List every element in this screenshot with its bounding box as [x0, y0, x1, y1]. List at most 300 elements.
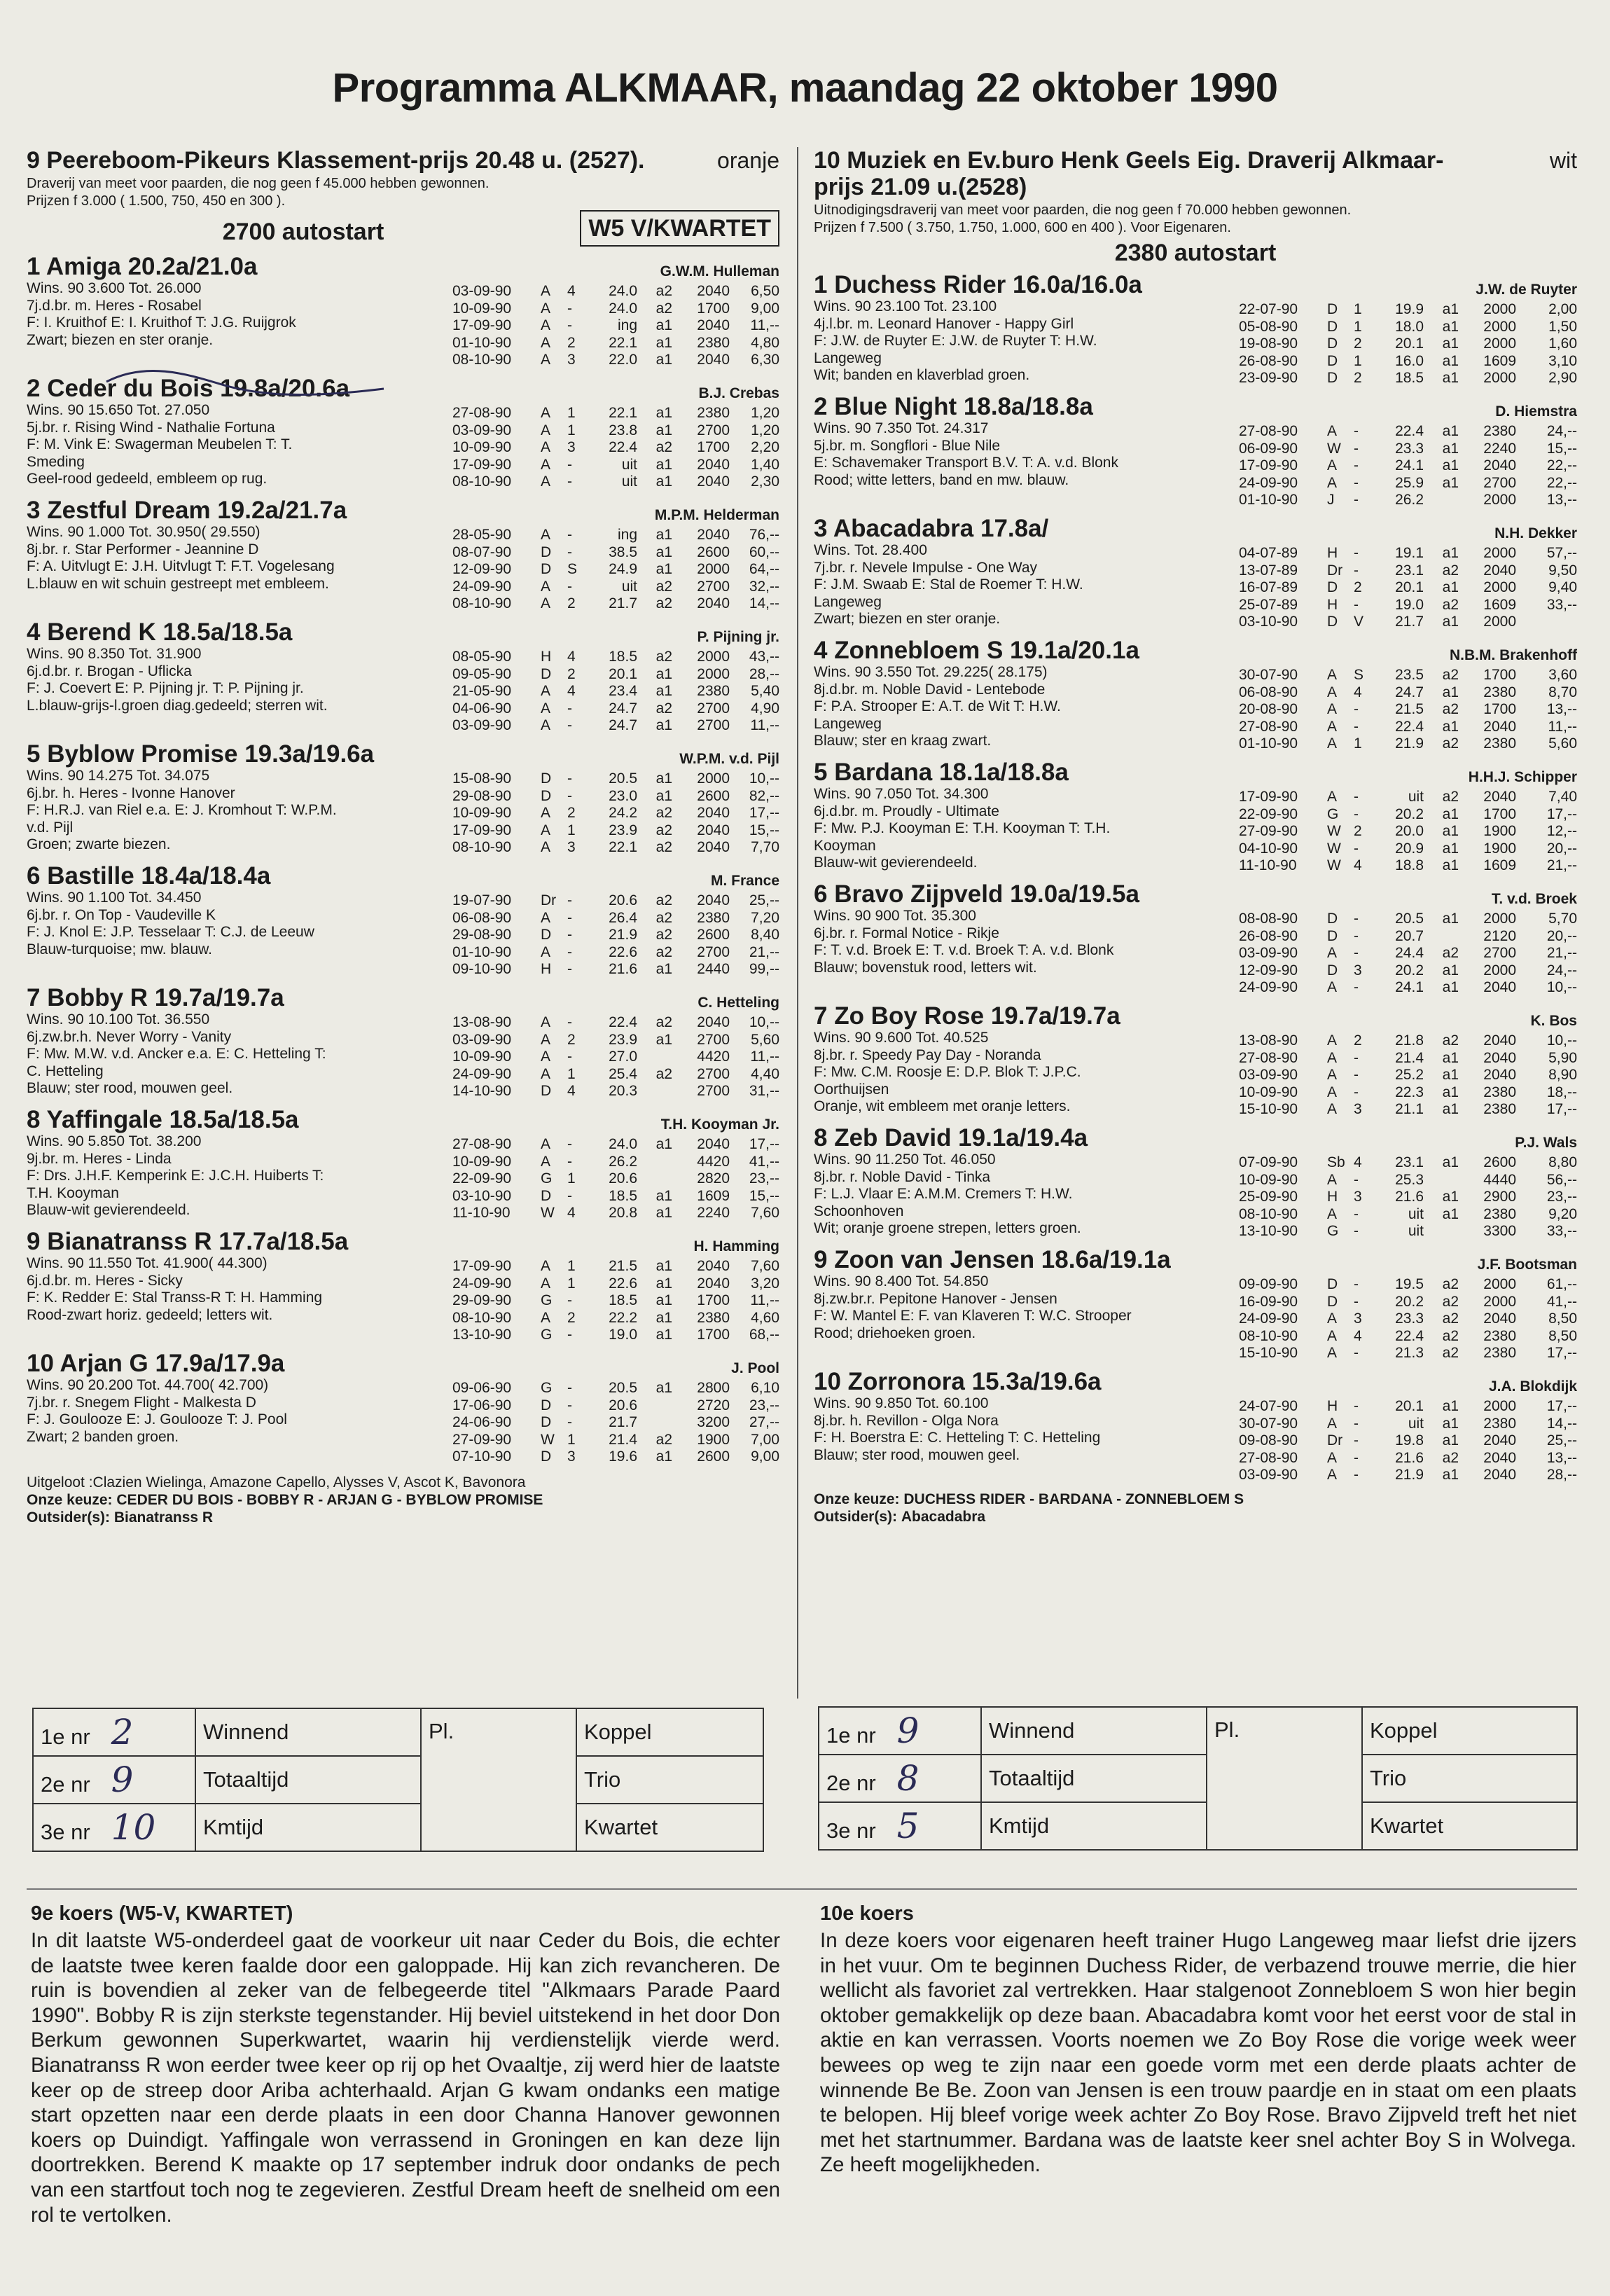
start-row: [27, 210, 779, 249]
result-cell: 2000: [1483, 962, 1516, 978]
result-cell: 08-10-90: [1239, 1205, 1298, 1222]
result-cell: 27-08-90: [1239, 423, 1298, 439]
result-cell: 2040: [1483, 979, 1516, 995]
result-cell: 11,--: [750, 717, 779, 733]
horse-results: [1239, 1276, 1577, 1362]
result-cell: A: [541, 578, 551, 595]
result-cell: 38.5: [609, 544, 637, 560]
result-cell: a1: [655, 317, 672, 333]
result-cell: 17-09-90: [1239, 457, 1298, 473]
result-row: [452, 1066, 779, 1084]
result-cell: A: [1327, 1327, 1338, 1344]
result-cell: 22.3: [1395, 1084, 1424, 1100]
result-cell: 2600: [697, 787, 730, 804]
result-cell: 41,--: [1546, 1293, 1577, 1310]
result-cell: 2040: [697, 456, 730, 473]
result-cell: a2: [655, 1014, 672, 1030]
score-position-cell: [819, 1707, 981, 1755]
result-cell: D: [541, 1448, 552, 1465]
result-cell: [1424, 1223, 1459, 1240]
result-cell: 20.6: [609, 1170, 637, 1187]
result-row: [1239, 370, 1577, 387]
result-cell: 22.6: [609, 1275, 637, 1292]
result-cell: 2040: [1483, 1467, 1516, 1483]
result-cell: 1: [1354, 318, 1362, 335]
result-row: [452, 473, 779, 491]
result-cell: 2700: [697, 1065, 730, 1082]
result-cell: 17-09-90: [452, 1258, 512, 1274]
result-row: [452, 335, 779, 352]
result-cell: 5,60: [1548, 735, 1577, 752]
result-cell: A: [1327, 979, 1338, 995]
score-row: [33, 1756, 763, 1804]
result-cell: 2600: [1483, 1154, 1516, 1170]
result-cell: 20.5: [609, 1380, 637, 1396]
result-cell: 8,90: [1548, 1067, 1577, 1083]
result-cell: 2700: [1483, 945, 1516, 961]
result-cell: 23.4: [609, 683, 637, 699]
result-cell: 64,--: [749, 561, 779, 577]
horse-results: [1239, 1398, 1577, 1484]
result-cell: [637, 1414, 672, 1432]
result-cell: [637, 1049, 672, 1066]
horse-trainer: T. v.d. Broek: [1491, 891, 1577, 907]
horse-body: [27, 1255, 779, 1346]
result-cell: A: [541, 805, 551, 821]
result-cell: 03-09-90: [1239, 1467, 1298, 1483]
result-cell: 1: [1354, 301, 1362, 317]
result-cell: 2040: [697, 283, 730, 299]
horse-name: 4 Zonnebloem S 19.1a/20.1a: [814, 637, 1139, 664]
result-cell: -: [1354, 492, 1359, 508]
race-title: 9 Peereboom-Pikeurs Klassement-prijs 20.48 u. (2527).: [27, 147, 645, 174]
result-cell: 43,--: [749, 649, 779, 665]
result-cell: 2700: [697, 578, 730, 595]
result-cell: A: [541, 1049, 551, 1065]
result-cell: 08-10-90: [452, 1309, 512, 1326]
result-cell: 4,90: [751, 700, 779, 717]
result-cell: 19.5: [1395, 1276, 1424, 1292]
result-cell: 2040: [1483, 789, 1516, 805]
result-cell: 2,20: [751, 439, 779, 455]
race-header: [27, 147, 779, 174]
result-cell: a1: [655, 352, 672, 368]
result-cell: -: [1354, 945, 1359, 961]
result-row: [1239, 1398, 1577, 1416]
horse-trainer: K. Bos: [1530, 1013, 1577, 1029]
horse-trainer: P.J. Wals: [1515, 1135, 1577, 1151]
result-cell: 18.0: [1395, 318, 1424, 335]
result-cell: A: [541, 317, 551, 333]
result-cell: 4,80: [751, 334, 779, 351]
result-cell: [637, 1154, 672, 1171]
result-cell: 20.1: [1395, 336, 1424, 352]
result-cell: 14,--: [1546, 1415, 1577, 1432]
result-cell: D: [541, 544, 552, 560]
result-row: [452, 1327, 779, 1344]
result-cell: a2: [655, 283, 672, 299]
result-cell: 5,60: [751, 1031, 779, 1048]
result-row: [452, 317, 779, 335]
horse-body: [814, 1030, 1577, 1121]
result-row: [1239, 423, 1577, 441]
result-cell: 24-09-90: [452, 578, 512, 595]
horse-name: 5 Bardana 18.1a/18.8a: [814, 759, 1069, 786]
result-row: [1239, 823, 1577, 841]
result-cell: 7,40: [1548, 789, 1577, 805]
handwritten-number: 9: [111, 1759, 134, 1800]
result-cell: a2: [1442, 1345, 1459, 1361]
result-cell: 1,20: [751, 405, 779, 421]
outsider-label: Outsider(s):: [27, 1509, 111, 1526]
horse-entry: [814, 272, 1577, 389]
horse-name: 7 Bobby R 19.7a/19.7a: [27, 984, 284, 1011]
result-cell: 26.2: [1395, 492, 1424, 508]
result-cell: 22.4: [1395, 423, 1424, 439]
horse-info: Wins. 90 9.850 Tot. 60.100 8j.br. h. Revillon - Olga Nora F: H. Boerstra E: C. Hetteling T: C. Hetteling Blauw; ster rood, mouwen geel.: [814, 1395, 1101, 1463]
result-cell: a1: [655, 1292, 672, 1308]
result-cell: 24.1: [1395, 457, 1424, 473]
horse-body: [814, 1152, 1577, 1243]
result-cell: -: [1354, 457, 1359, 473]
result-cell: a1: [655, 1258, 672, 1274]
result-cell: 22.6: [609, 943, 637, 960]
commentary-body: In deze koers voor eigenaren heeft trainer Hugo Langeweg maar liefst drie ijzers in het vuur. Om te beginnen Duchess Rider, de verbazend trouwe merrie, die hier wellicht als favoriet zal vertrekken. Haar stalgenoot Zonnebloem S won hier begin oktober gemakkelijk op deze baan. Abacadabra komt voor het eerst voor de stal in aktie en kan verrassen. Voorts noemen we Zo Boy Rose die vorige week weer bewees op weg te zijn naar een goede vorm met een derde plaats achter de winnende Be Be. Zoon van Jensen is een trouw paardje en in staat om een plaats te belopen. Hij bleef vorige week achter Zo Boy Rose. Bravo Zijpveld treft het niet met het startnummer. Bardana was de laatste keer snel achter Boy S in Wolvega. Ze heeft mogelijkheden.: [820, 1929, 1576, 2177]
result-cell: 10-09-90: [1239, 1171, 1298, 1188]
result-cell: 18.8: [1395, 857, 1424, 873]
result-cell: 29-08-90: [452, 927, 512, 943]
score-type-label: Totaaltijd: [981, 1755, 1207, 1802]
result-cell: 2700: [1483, 474, 1516, 491]
result-cell: 17-09-90: [452, 456, 512, 473]
result-cell: 27-09-90: [452, 1431, 512, 1448]
result-row: [452, 805, 779, 822]
page-title: Programma ALKMAAR, maandag 22 oktober 1990: [332, 65, 1278, 111]
result-cell: 24.7: [609, 700, 637, 717]
result-cell: 08-10-90: [452, 839, 512, 855]
result-cell: 09-10-90: [452, 961, 512, 977]
result-cell: a1: [1442, 336, 1459, 352]
result-cell: A: [541, 352, 551, 368]
result-row: [452, 352, 779, 369]
result-cell: 5,70: [1548, 911, 1577, 927]
commentary-heading: 10e koers: [820, 1902, 914, 1925]
result-cell: 21,--: [749, 943, 779, 960]
result-cell: -: [567, 943, 572, 960]
result-row: [1239, 1101, 1577, 1119]
result-cell: -: [567, 1292, 572, 1308]
result-cell: 18.5: [609, 649, 637, 665]
horse-results: [1239, 1154, 1577, 1240]
score-type-label: Kmtijd: [195, 1804, 421, 1851]
result-cell: 2380: [697, 909, 730, 926]
result-cell: 23,--: [749, 1397, 779, 1413]
result-cell: -: [1354, 911, 1359, 927]
result-cell: a1: [655, 717, 672, 733]
result-cell: a1: [1442, 1101, 1459, 1117]
horse-results: [1239, 789, 1577, 875]
score-position-label: 1e nr: [41, 1724, 90, 1749]
result-cell: a1: [1442, 318, 1459, 335]
horse-body: [27, 1011, 779, 1102]
horse-results: [452, 405, 779, 491]
result-cell: 17,--: [749, 1136, 779, 1152]
result-row: [1239, 719, 1577, 736]
result-cell: A: [541, 717, 551, 733]
result-cell: 27-09-90: [1239, 823, 1298, 839]
horse-info: Wins. 90 23.100 Tot. 23.100 4j.l.br. m. Leonard Hanover - Happy Girl F: J.W. de Ruyter E: J.W. de Ruyter T: H.W. Langeweg Wit; banden en klaverblad groen.: [814, 298, 1097, 383]
result-cell: a1: [1442, 440, 1459, 457]
result-cell: 2700: [697, 700, 730, 717]
result-row: [452, 1380, 779, 1397]
result-cell: 4420: [697, 1049, 730, 1065]
result-cell: a2: [655, 578, 672, 595]
result-cell: 1700: [697, 439, 730, 455]
result-cell: 09-08-90: [1239, 1432, 1298, 1448]
result-cell: 21.4: [1395, 1049, 1424, 1066]
result-cell: 18.5: [609, 1292, 637, 1308]
result-cell: 8,70: [1548, 684, 1577, 700]
result-row: [1239, 701, 1577, 719]
result-cell: 23.0: [609, 787, 637, 804]
result-cell: 1609: [1483, 857, 1516, 873]
horse-trainer: M. France: [710, 873, 779, 889]
result-cell: 23,--: [749, 1170, 779, 1187]
result-cell: a2: [655, 822, 672, 838]
horse-name: 4 Berend K 18.5a/18.5a: [27, 618, 293, 646]
result-cell: 2040: [697, 822, 730, 838]
result-cell: 56,--: [1546, 1171, 1577, 1188]
result-row: [452, 405, 779, 422]
result-cell: H: [541, 961, 552, 977]
outsider-label: Outsider(s):: [814, 1509, 898, 1525]
result-cell: -: [1354, 1276, 1359, 1292]
result-cell: 23.1: [1395, 562, 1424, 579]
result-cell: 19.8: [1395, 1432, 1424, 1448]
horse-results: [1239, 1032, 1577, 1119]
result-cell: D: [1327, 614, 1338, 630]
result-cell: A: [541, 683, 551, 699]
result-cell: A: [1327, 1101, 1338, 1117]
result-cell: 10,--: [1546, 979, 1577, 995]
result-cell: A: [541, 909, 551, 926]
result-cell: W: [1327, 823, 1341, 839]
place-label: Pl.: [421, 1708, 576, 1851]
result-cell: a2: [1442, 1449, 1459, 1466]
horse-trainer: C. Hetteling: [698, 995, 779, 1011]
result-cell: 5,90: [1548, 1049, 1577, 1066]
result-row: [1239, 962, 1577, 980]
result-row: [452, 544, 779, 562]
commentary-body: In dit laatste W5-onderdeel gaat de voorkeur uit naar Ceder du Bois, die echter de laatste twee keren faalde door een galoppade. Hij kan zich revancheren. De ruin is bovendien al zeker van de felbegeerde titel "Alkmaars Parade Paard 1990". Bobby R is zijn sterkste tegenstander. Hij beviel uitstekend in het door Don Berkum gewonnen Superkwartet, waarin hij verdienstelijk vierde werd. Bianatranss R won eerder twee keer op rij op het Ovaaltje, zij werd hier de laatste keer op de streep door Ariba achterhaald. Arjan G kwam ondanks een matige start opzetten naar een derde plaats in een door Channa Hanover gewonnen koers op Duindigt. Yaffingale won verrassend in Groningen en kan deze lijn doortrekken. Berend K maakte op 17 september indruk door ondanks de pech van een startfout toch nog te zegevieren. Zestful Dream heeft de snelheid om een rol te vertolken.: [31, 1929, 780, 2227]
result-cell: -: [567, 787, 572, 804]
result-cell: -: [1354, 545, 1359, 561]
result-cell: a1: [1442, 805, 1459, 822]
result-cell: A: [541, 300, 551, 317]
result-cell: -: [567, 1153, 572, 1170]
result-cell: 06-08-90: [452, 909, 512, 926]
result-cell: 03-09-90: [1239, 945, 1298, 961]
result-cell: -: [1354, 805, 1359, 822]
result-cell: 4,40: [751, 1065, 779, 1082]
horse-info: Wins. 90 900 Tot. 35.300 6j.br. r. Formal Notice - Rikje F: T. v.d. Broek E: T. v.d. Broek T: A. v.d. Blonk Blauw; bovenstuk rood, letters wit.: [814, 908, 1114, 976]
result-cell: 25.2: [1395, 1067, 1424, 1083]
result-cell: G: [541, 1170, 553, 1187]
result-cell: a1: [1442, 457, 1459, 473]
horse-body: [27, 524, 779, 615]
result-cell: a1: [1442, 962, 1459, 978]
result-cell: 19.6: [609, 1448, 637, 1465]
result-row: [452, 944, 779, 962]
result-cell: 17-09-90: [452, 822, 512, 838]
result-row: [1239, 735, 1577, 753]
result-cell: A: [541, 473, 551, 490]
result-cell: a1: [1442, 474, 1459, 491]
result-cell: -: [1354, 789, 1359, 805]
horse-name: 9 Bianatranss R 17.7a/18.5a: [27, 1228, 349, 1255]
column-divider: [797, 147, 798, 1699]
result-cell: -: [1354, 1171, 1359, 1188]
result-cell: 2040: [697, 839, 730, 855]
result-cell: A: [541, 334, 551, 351]
result-cell: 1: [567, 1258, 576, 1274]
result-cell: 9,40: [1548, 579, 1577, 595]
result-cell: 2380: [697, 683, 730, 699]
result-cell: A: [541, 283, 551, 299]
result-cell: 10,--: [749, 770, 779, 787]
result-cell: [637, 1083, 672, 1100]
result-cell: 21.7: [609, 1414, 637, 1430]
horse-body: [27, 768, 779, 859]
result-cell: 22.4: [1395, 718, 1424, 735]
result-cell: 3: [1354, 1310, 1362, 1327]
result-cell: -: [567, 317, 572, 333]
result-cell: 7,60: [751, 1258, 779, 1274]
result-cell: -: [1354, 1345, 1359, 1361]
result-row: [452, 527, 779, 544]
result-cell: -: [1354, 1049, 1359, 1066]
result-cell: 1900: [697, 1431, 730, 1448]
result-row: [452, 300, 779, 318]
race-9-commentary: [31, 1902, 780, 2227]
horse-name: 3 Zestful Dream 19.2a/21.7a: [27, 497, 347, 524]
result-cell: 2600: [697, 927, 730, 943]
result-cell: a1: [655, 961, 672, 977]
result-cell: A: [1327, 735, 1338, 752]
result-cell: -: [567, 1136, 572, 1152]
result-cell: 17,--: [1546, 1398, 1577, 1414]
result-cell: a1: [655, 334, 672, 351]
result-cell: -: [567, 456, 572, 473]
horse-name: 2 Blue Night 18.8a/18.8a: [814, 393, 1093, 420]
score-type-label: Winnend: [195, 1708, 421, 1756]
result-cell: 10,--: [749, 1014, 779, 1030]
result-cell: H: [1327, 1398, 1338, 1414]
horse-entry: [814, 881, 1577, 999]
result-cell: a1: [655, 405, 672, 421]
result-cell: Dr: [1327, 562, 1343, 579]
horse-info: Wins. 90 5.850 Tot. 38.200 9j.br. m. Heres - Linda F: Drs. J.H.F. Kemperink E: J.C.H. Huiberts T: T.H. Kooyman Blauw-wit gevierendeeld.: [27, 1133, 324, 1218]
result-cell: 2380: [1483, 1327, 1516, 1344]
result-cell: A: [1327, 1171, 1338, 1188]
result-cell: a2: [655, 700, 672, 717]
result-cell: 2000: [1483, 911, 1516, 927]
result-cell: 10-09-90: [452, 439, 512, 455]
horse-info: Wins. 90 7.050 Tot. 34.300 6j.d.br. m. Proudly - Ultimate F: Mw. P.J. Kooyman E: T.H. Kooyman T: T.H. Kooyman Blauw-wit gevierendeeld.: [814, 786, 1111, 871]
result-cell: 1,20: [751, 422, 779, 438]
result-cell: 20.5: [609, 770, 637, 787]
result-row: [1239, 945, 1577, 962]
result-cell: a2: [1442, 1032, 1459, 1049]
result-cell: S: [1354, 667, 1364, 683]
result-row: [452, 1154, 779, 1171]
result-cell: 2,00: [1548, 301, 1577, 317]
result-cell: 04-06-90: [452, 700, 512, 717]
result-cell: H: [541, 649, 552, 665]
result-cell: a2: [1442, 667, 1459, 683]
result-cell: 20.6: [609, 1397, 637, 1413]
result-cell: 23-09-90: [1239, 370, 1298, 386]
result-cell: -: [567, 544, 572, 560]
result-cell: 1: [1354, 352, 1362, 369]
result-cell: 7,00: [751, 1431, 779, 1448]
result-cell: 16-07-89: [1239, 579, 1298, 595]
result-cell: -: [1354, 1449, 1359, 1466]
result-cell: D: [541, 1083, 552, 1099]
result-cell: 25.3: [1395, 1171, 1424, 1188]
result-cell: a1: [655, 770, 672, 787]
result-cell: 03-09-90: [452, 422, 512, 438]
result-cell: 2: [567, 334, 576, 351]
result-row: [1239, 1050, 1577, 1067]
result-cell: H: [1327, 1189, 1338, 1205]
result-row: [1239, 1345, 1577, 1362]
result-row: [452, 1397, 779, 1415]
result-cell: 2000: [1483, 492, 1516, 508]
result-cell: 2380: [1483, 1101, 1516, 1117]
result-cell: 2000: [697, 770, 730, 787]
result-cell: 6,10: [751, 1380, 779, 1396]
horse-name: 2 Ceder du Bois 19.8a/20.6a: [27, 375, 350, 402]
result-cell: 23.5: [1395, 667, 1424, 683]
result-cell: 1: [567, 1065, 576, 1082]
result-cell: Dr: [1327, 1432, 1343, 1448]
result-cell: 25-07-89: [1239, 596, 1298, 613]
result-cell: D: [1327, 1276, 1338, 1292]
keuze-label: Onze keuze:: [27, 1492, 113, 1508]
result-cell: 08-10-90: [1239, 1327, 1298, 1344]
horse-entry: [27, 863, 779, 981]
score-position-label: 3e nr: [41, 1820, 90, 1844]
result-cell: 03-09-90: [452, 717, 512, 733]
score-row: [819, 1707, 1577, 1755]
result-cell: 26-08-90: [1239, 927, 1298, 944]
result-cell: D: [1327, 962, 1338, 978]
result-cell: 2040: [1483, 1032, 1516, 1049]
result-cell: a2: [1442, 562, 1459, 579]
result-row: [452, 1258, 779, 1275]
result-cell: -: [1354, 423, 1359, 439]
result-cell: 30-07-90: [1239, 1415, 1298, 1432]
horse-trainer: N.H. Dekker: [1494, 525, 1577, 541]
result-cell: a2: [655, 1431, 672, 1448]
result-cell: G: [541, 1380, 553, 1396]
result-cell: a1: [1442, 911, 1459, 927]
result-cell: 9,00: [751, 1448, 779, 1465]
result-cell: G: [1327, 805, 1339, 822]
result-cell: 13-08-90: [452, 1014, 512, 1030]
result-cell: 04-07-89: [1239, 545, 1298, 561]
